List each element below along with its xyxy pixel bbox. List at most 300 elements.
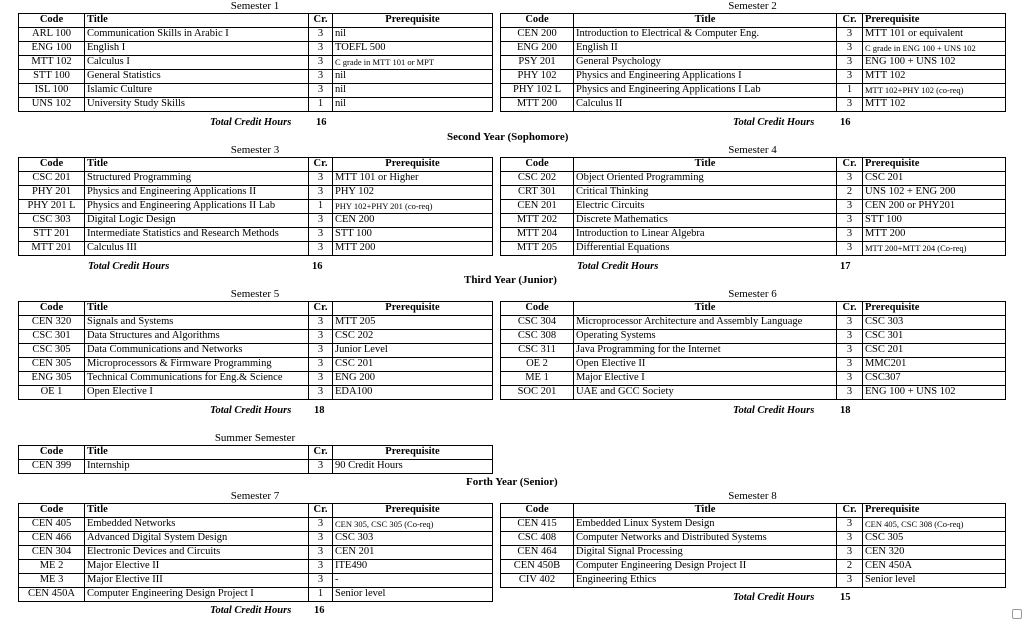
course-row bbox=[19, 186, 493, 200]
course-code: MTT 201 bbox=[19, 242, 85, 256]
course-row bbox=[19, 460, 493, 474]
course-credits: 3 bbox=[837, 70, 863, 84]
course-credits: 3 bbox=[309, 42, 333, 56]
course-prereq: CSC 303 bbox=[863, 316, 1006, 330]
course-credits: 2 bbox=[837, 186, 863, 200]
course-row bbox=[19, 532, 493, 546]
course-credits: 3 bbox=[309, 214, 333, 228]
course-title: Digital Logic Design bbox=[85, 214, 309, 228]
course-code: PHY 201 bbox=[19, 186, 85, 200]
header-title: Title bbox=[574, 14, 837, 28]
semester-1-table bbox=[18, 13, 493, 112]
course-row bbox=[19, 358, 493, 372]
semester-5-total-value: 18 bbox=[314, 405, 325, 416]
course-row bbox=[501, 98, 1006, 112]
header-prereq: Prerequisite bbox=[863, 158, 1006, 172]
course-title: Data Structures and Algorithms bbox=[85, 330, 309, 344]
header-code: Code bbox=[19, 14, 85, 28]
course-prereq: CSC 305 bbox=[863, 532, 1006, 546]
course-row bbox=[19, 42, 493, 56]
course-code: CSC 308 bbox=[501, 330, 574, 344]
course-title: Internship bbox=[85, 460, 309, 474]
course-title: English II bbox=[574, 42, 837, 56]
course-credits: 3 bbox=[309, 574, 333, 588]
course-title: Data Communications and Networks bbox=[85, 344, 309, 358]
course-title: Microprocessors & Firmware Programming bbox=[85, 358, 309, 372]
course-code: PHY 102 L bbox=[501, 84, 574, 98]
summer-table bbox=[18, 445, 493, 474]
course-credits: 2 bbox=[837, 560, 863, 574]
course-title: Major Elective III bbox=[85, 574, 309, 588]
header-code: Code bbox=[19, 504, 85, 518]
course-code: CSC 303 bbox=[19, 214, 85, 228]
course-row bbox=[501, 186, 1006, 200]
course-row bbox=[501, 228, 1006, 242]
header-credits: Cr. bbox=[309, 302, 333, 316]
course-code: CEN 201 bbox=[501, 200, 574, 214]
second-year-heading: Second Year (Sophomore) bbox=[447, 131, 569, 143]
semester-2-title: Semester 2 bbox=[728, 0, 777, 12]
course-prereq: Junior Level bbox=[333, 344, 493, 358]
course-prereq: CSC307 bbox=[863, 372, 1006, 386]
course-credits: 3 bbox=[309, 56, 333, 70]
course-credits: 3 bbox=[309, 330, 333, 344]
course-code: PHY 201 L bbox=[19, 200, 85, 214]
course-credits: 3 bbox=[837, 574, 863, 588]
semester-6-block bbox=[500, 301, 1006, 400]
header-title: Title bbox=[85, 158, 309, 172]
course-credits: 3 bbox=[837, 42, 863, 56]
course-credits: 3 bbox=[309, 372, 333, 386]
course-credits: 3 bbox=[309, 172, 333, 186]
course-credits: 3 bbox=[837, 228, 863, 242]
course-title: Computer Engineering Design Project II bbox=[574, 560, 837, 574]
course-code: ISL 100 bbox=[19, 84, 85, 98]
course-row bbox=[19, 330, 493, 344]
semester-8-table bbox=[500, 503, 1006, 588]
course-credits: 3 bbox=[837, 330, 863, 344]
course-prereq: TOEFL 500 bbox=[333, 42, 493, 56]
header-code: Code bbox=[501, 14, 574, 28]
course-title: Physics and Engineering Applications I Lab bbox=[574, 84, 837, 98]
course-code: CEN 304 bbox=[19, 546, 85, 560]
course-row bbox=[501, 84, 1006, 98]
semester-8-total-value: 15 bbox=[840, 592, 851, 603]
course-credits: 3 bbox=[837, 316, 863, 330]
course-credits: 3 bbox=[309, 344, 333, 358]
header-code: Code bbox=[501, 158, 574, 172]
header-code: Code bbox=[19, 158, 85, 172]
course-prereq: ENG 200 bbox=[333, 372, 493, 386]
course-code: CSC 408 bbox=[501, 532, 574, 546]
semester-6-total-label: Total Credit Hours bbox=[733, 405, 815, 416]
course-prereq: nil bbox=[333, 70, 493, 84]
course-code: MTT 202 bbox=[501, 214, 574, 228]
course-credits: 3 bbox=[837, 172, 863, 186]
course-prereq: C grade in MTT 101 or MPT bbox=[333, 56, 493, 70]
course-title: English I bbox=[85, 42, 309, 56]
course-row bbox=[19, 372, 493, 386]
course-credits: 3 bbox=[309, 358, 333, 372]
semester-7-total-label: Total Credit Hours bbox=[210, 605, 292, 616]
course-credits: 3 bbox=[309, 242, 333, 256]
course-title: Embedded Linux System Design bbox=[574, 518, 837, 532]
semester-2-table bbox=[500, 13, 1006, 112]
resize-grip-icon bbox=[1012, 609, 1022, 619]
header-prereq: Prerequisite bbox=[333, 158, 493, 172]
semester-4-total-label: Total Credit Hours bbox=[577, 261, 659, 272]
header-credits: Cr. bbox=[837, 504, 863, 518]
header-title: Title bbox=[85, 14, 309, 28]
semester-1-block bbox=[18, 13, 493, 112]
header-credits: Cr. bbox=[837, 302, 863, 316]
course-code: ENG 200 bbox=[501, 42, 574, 56]
course-credits: 3 bbox=[309, 518, 333, 532]
course-title: Communication Skills in Arabic I bbox=[85, 28, 309, 42]
course-code: CEN 305 bbox=[19, 358, 85, 372]
semester-5-title: Semester 5 bbox=[230, 288, 280, 300]
semester-6-table bbox=[500, 301, 1006, 400]
course-prereq: CSC 301 bbox=[863, 330, 1006, 344]
course-row bbox=[501, 532, 1006, 546]
course-prereq: MTT 102 bbox=[863, 98, 1006, 112]
course-row bbox=[19, 98, 493, 112]
course-credits: 3 bbox=[309, 460, 333, 474]
course-credits: 3 bbox=[837, 532, 863, 546]
course-row bbox=[19, 574, 493, 588]
course-title: Major Elective II bbox=[85, 560, 309, 574]
header-prereq: Prerequisite bbox=[863, 504, 1006, 518]
course-code: STT 100 bbox=[19, 70, 85, 84]
course-title: Physics and Engineering Applications I bbox=[574, 70, 837, 84]
course-prereq: STT 100 bbox=[863, 214, 1006, 228]
course-row bbox=[19, 316, 493, 330]
course-code: PSY 201 bbox=[501, 56, 574, 70]
course-credits: 3 bbox=[837, 98, 863, 112]
semester-4-total-value: 17 bbox=[840, 261, 851, 272]
summer-semester-title: Summer Semester bbox=[214, 432, 296, 444]
course-prereq: STT 100 bbox=[333, 228, 493, 242]
course-row bbox=[501, 70, 1006, 84]
header-prereq: Prerequisite bbox=[333, 14, 493, 28]
course-title: Calculus II bbox=[574, 98, 837, 112]
course-code: CRT 301 bbox=[501, 186, 574, 200]
course-prereq: CSC 303 bbox=[333, 532, 493, 546]
course-code: MTT 205 bbox=[501, 242, 574, 256]
course-code: CEN 200 bbox=[501, 28, 574, 42]
course-title: Electric Circuits bbox=[574, 200, 837, 214]
course-title: Electronic Devices and Circuits bbox=[85, 546, 309, 560]
course-code: SOC 201 bbox=[501, 386, 574, 400]
course-prereq: nil bbox=[333, 84, 493, 98]
course-credits: 3 bbox=[837, 56, 863, 70]
header-prereq: Prerequisite bbox=[863, 14, 1006, 28]
course-row bbox=[19, 560, 493, 574]
course-prereq: MTT 101 or equivalent bbox=[863, 28, 1006, 42]
course-title: Java Programming for the Internet bbox=[574, 344, 837, 358]
semester-3-block bbox=[18, 157, 493, 256]
course-row bbox=[501, 560, 1006, 574]
course-row bbox=[19, 70, 493, 84]
course-prereq: CEN 200 bbox=[333, 214, 493, 228]
course-prereq: CSC 201 bbox=[863, 344, 1006, 358]
course-title: General Psychology bbox=[574, 56, 837, 70]
semester-6-title: Semester 6 bbox=[728, 288, 777, 300]
course-code: MTT 102 bbox=[19, 56, 85, 70]
semester-2-block bbox=[500, 13, 1006, 112]
course-credits: 3 bbox=[837, 200, 863, 214]
semester-2-total-value: 16 bbox=[840, 117, 851, 128]
course-credits: 1 bbox=[309, 98, 333, 112]
course-prereq: - bbox=[333, 574, 493, 588]
course-code: CEN 320 bbox=[19, 316, 85, 330]
course-credits: 3 bbox=[309, 532, 333, 546]
course-title: UAE and GCC Society bbox=[574, 386, 837, 400]
course-prereq: ENG 100 + UNS 102 bbox=[863, 56, 1006, 70]
course-credits: 3 bbox=[309, 316, 333, 330]
course-row bbox=[501, 574, 1006, 588]
course-prereq: 90 Credit Hours bbox=[333, 460, 493, 474]
course-code: UNS 102 bbox=[19, 98, 85, 112]
course-credits: 3 bbox=[309, 84, 333, 98]
course-title: Calculus I bbox=[85, 56, 309, 70]
semester-7-block bbox=[18, 503, 493, 602]
header-prereq: Prerequisite bbox=[333, 302, 493, 316]
semester-5-block bbox=[18, 301, 493, 400]
course-prereq: CSC 202 bbox=[333, 330, 493, 344]
course-row bbox=[19, 28, 493, 42]
course-title: Computer Engineering Design Project I bbox=[85, 588, 309, 602]
course-code: CSC 305 bbox=[19, 344, 85, 358]
course-prereq: PHY 102+PHY 201 (co-req) bbox=[333, 200, 493, 214]
course-code: CSC 201 bbox=[19, 172, 85, 186]
course-row bbox=[19, 228, 493, 242]
course-title: Critical Thinking bbox=[574, 186, 837, 200]
course-credits: 3 bbox=[309, 186, 333, 200]
course-title: Major Elective I bbox=[574, 372, 837, 386]
course-credits: 3 bbox=[309, 560, 333, 574]
course-row bbox=[501, 386, 1006, 400]
course-code: MTT 200 bbox=[501, 98, 574, 112]
course-code: CEN 405 bbox=[19, 518, 85, 532]
course-row bbox=[501, 372, 1006, 386]
course-row bbox=[501, 330, 1006, 344]
course-code: CEN 450A bbox=[19, 588, 85, 602]
header-title: Title bbox=[85, 446, 309, 460]
course-credits: 3 bbox=[837, 386, 863, 400]
course-code: CEN 415 bbox=[501, 518, 574, 532]
course-prereq: MTT 102+PHY 102 (co-req) bbox=[863, 84, 1006, 98]
course-credits: 3 bbox=[837, 28, 863, 42]
semester-1-total-label: Total Credit Hours bbox=[210, 117, 292, 128]
course-code: CEN 450B bbox=[501, 560, 574, 574]
fourth-year-heading: Forth Year (Senior) bbox=[466, 476, 558, 488]
semester-8-title: Semester 8 bbox=[728, 490, 777, 502]
course-credits: 3 bbox=[309, 70, 333, 84]
header-title: Title bbox=[85, 504, 309, 518]
semester-1-total-value: 16 bbox=[316, 117, 327, 128]
course-prereq: CEN 305, CSC 305 (Co-req) bbox=[333, 518, 493, 532]
course-prereq: MTT 200 bbox=[863, 228, 1006, 242]
course-title: Microprocessor Architecture and Assembly Language bbox=[574, 316, 837, 330]
semester-4-block bbox=[500, 157, 1006, 256]
semester-3-total-label: Total Credit Hours bbox=[88, 261, 170, 272]
course-title: Operating Systems bbox=[574, 330, 837, 344]
course-credits: 3 bbox=[837, 546, 863, 560]
course-title: Introduction to Electrical & Computer Eng. bbox=[574, 28, 837, 42]
semester-5-table bbox=[18, 301, 493, 400]
course-title: University Study Skills bbox=[85, 98, 309, 112]
course-credits: 3 bbox=[309, 546, 333, 560]
course-prereq: Senior level bbox=[863, 574, 1006, 588]
course-credits: 3 bbox=[837, 214, 863, 228]
course-title: Physics and Engineering Applications II Lab bbox=[85, 200, 309, 214]
course-row bbox=[19, 386, 493, 400]
course-title: Signals and Systems bbox=[85, 316, 309, 330]
semester-3-title: Semester 3 bbox=[230, 144, 280, 156]
semester-7-total-value: 16 bbox=[314, 605, 325, 616]
semester-6-total-value: 18 bbox=[840, 405, 851, 416]
course-title: Physics and Engineering Applications II bbox=[85, 186, 309, 200]
header-credits: Cr. bbox=[837, 158, 863, 172]
course-credits: 1 bbox=[309, 588, 333, 602]
course-title: Introduction to Linear Algebra bbox=[574, 228, 837, 242]
semester-4-title: Semester 4 bbox=[728, 144, 777, 156]
course-prereq: MTT 101 or Higher bbox=[333, 172, 493, 186]
header-title: Title bbox=[574, 302, 837, 316]
course-row bbox=[19, 518, 493, 532]
course-code: CEN 464 bbox=[501, 546, 574, 560]
course-title: Intermediate Statistics and Research Methods bbox=[85, 228, 309, 242]
third-year-heading: Third Year (Junior) bbox=[464, 274, 557, 286]
course-prereq: CEN 200 or PHY201 bbox=[863, 200, 1006, 214]
course-title: Object Oriented Programming bbox=[574, 172, 837, 186]
course-prereq: CSC 201 bbox=[863, 172, 1006, 186]
header-code: Code bbox=[501, 302, 574, 316]
course-row bbox=[501, 42, 1006, 56]
course-row bbox=[501, 56, 1006, 70]
course-row bbox=[501, 518, 1006, 532]
course-row bbox=[501, 214, 1006, 228]
course-code: OE 2 bbox=[501, 358, 574, 372]
course-code: ARL 100 bbox=[19, 28, 85, 42]
semester-5-total-label: Total Credit Hours bbox=[210, 405, 292, 416]
course-title: Structured Programming bbox=[85, 172, 309, 186]
course-code: ENG 305 bbox=[19, 372, 85, 386]
course-credits: 3 bbox=[837, 518, 863, 532]
header-code: Code bbox=[19, 302, 85, 316]
course-prereq: CEN 320 bbox=[863, 546, 1006, 560]
course-title: Engineering Ethics bbox=[574, 574, 837, 588]
course-row bbox=[501, 316, 1006, 330]
header-credits: Cr. bbox=[309, 14, 333, 28]
course-code: PHY 102 bbox=[501, 70, 574, 84]
header-code: Code bbox=[501, 504, 574, 518]
summer-block bbox=[18, 445, 493, 474]
course-title: Computer Networks and Distributed Systems bbox=[574, 532, 837, 546]
course-title: Calculus III bbox=[85, 242, 309, 256]
semester-8-block bbox=[500, 503, 1006, 588]
header-title: Title bbox=[574, 504, 837, 518]
course-code: ME 1 bbox=[501, 372, 574, 386]
course-title: Open Elective I bbox=[85, 386, 309, 400]
course-prereq: ITE490 bbox=[333, 560, 493, 574]
course-row bbox=[501, 344, 1006, 358]
course-code: CSC 304 bbox=[501, 316, 574, 330]
course-title: Open Elective II bbox=[574, 358, 837, 372]
course-row bbox=[19, 56, 493, 70]
header-credits: Cr. bbox=[837, 14, 863, 28]
course-credits: 3 bbox=[837, 242, 863, 256]
course-row bbox=[19, 242, 493, 256]
course-row bbox=[501, 358, 1006, 372]
course-prereq: MTT 102 bbox=[863, 70, 1006, 84]
course-prereq: CEN 450A bbox=[863, 560, 1006, 574]
course-prereq: MTT 200 bbox=[333, 242, 493, 256]
course-code: CIV 402 bbox=[501, 574, 574, 588]
course-row bbox=[19, 214, 493, 228]
course-row bbox=[501, 28, 1006, 42]
course-row bbox=[19, 172, 493, 186]
course-code: ENG 100 bbox=[19, 42, 85, 56]
header-credits: Cr. bbox=[309, 158, 333, 172]
course-row bbox=[19, 200, 493, 214]
header-prereq: Prerequisite bbox=[863, 302, 1006, 316]
course-prereq: ENG 100 + UNS 102 bbox=[863, 386, 1006, 400]
header-title: Title bbox=[574, 158, 837, 172]
course-prereq: MMC201 bbox=[863, 358, 1006, 372]
course-code: MTT 204 bbox=[501, 228, 574, 242]
header-prereq: Prerequisite bbox=[333, 446, 493, 460]
course-title: Embedded Networks bbox=[85, 518, 309, 532]
course-prereq: CEN 405, CSC 308 (Co-req) bbox=[863, 518, 1006, 532]
semester-8-total-label: Total Credit Hours bbox=[733, 592, 815, 603]
course-row bbox=[501, 200, 1006, 214]
course-credits: 3 bbox=[837, 344, 863, 358]
course-code: CSC 202 bbox=[501, 172, 574, 186]
course-code: CSC 311 bbox=[501, 344, 574, 358]
course-row bbox=[501, 546, 1006, 560]
header-prereq: Prerequisite bbox=[333, 504, 493, 518]
semester-3-table bbox=[18, 157, 493, 256]
course-prereq: nil bbox=[333, 28, 493, 42]
course-row bbox=[501, 242, 1006, 256]
header-title: Title bbox=[85, 302, 309, 316]
course-title: Advanced Digital System Design bbox=[85, 532, 309, 546]
course-prereq: CSC 201 bbox=[333, 358, 493, 372]
header-credits: Cr. bbox=[309, 446, 333, 460]
course-prereq: MTT 200+MTT 204 (Co-req) bbox=[863, 242, 1006, 256]
course-prereq: EDA100 bbox=[333, 386, 493, 400]
course-row bbox=[19, 344, 493, 358]
course-credits: 1 bbox=[837, 84, 863, 98]
course-code: CEN 466 bbox=[19, 532, 85, 546]
course-title: Discrete Mathematics bbox=[574, 214, 837, 228]
course-title: Digital Signal Processing bbox=[574, 546, 837, 560]
course-credits: 3 bbox=[837, 358, 863, 372]
course-prereq: nil bbox=[333, 98, 493, 112]
semester-4-table bbox=[500, 157, 1006, 256]
course-credits: 3 bbox=[309, 28, 333, 42]
course-code: CSC 301 bbox=[19, 330, 85, 344]
course-row bbox=[19, 588, 493, 602]
course-code: CEN 399 bbox=[19, 460, 85, 474]
course-title: Islamic Culture bbox=[85, 84, 309, 98]
course-title: Differential Equations bbox=[574, 242, 837, 256]
course-credits: 1 bbox=[309, 200, 333, 214]
course-prereq: CEN 201 bbox=[333, 546, 493, 560]
course-prereq: PHY 102 bbox=[333, 186, 493, 200]
